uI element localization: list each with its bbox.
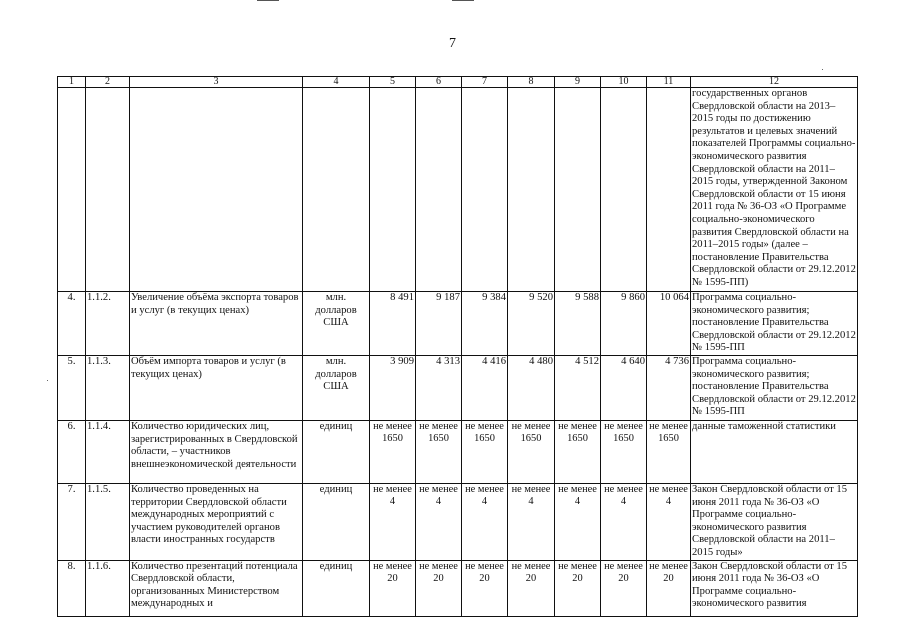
value-cell: не менее 1650	[508, 420, 555, 483]
value-cell: не менее 20	[601, 560, 647, 616]
value-cell: не менее 1650	[647, 420, 691, 483]
value-cell: не менее 20	[647, 560, 691, 616]
value-cell: не менее 20	[370, 560, 416, 616]
indicator-name: Объём импорта товаров и услуг (в текущих ценах)	[130, 355, 303, 420]
column-number: 2	[86, 77, 130, 88]
source-cell: Закон Свердловской области от 15 июня 2011 года № 36-ОЗ «О Программе социально-экономического развития	[691, 560, 858, 616]
indicator-name: Количество презентаций потенциала Свердловской области, организованных Министерством международных и	[130, 560, 303, 616]
row-number: 4.	[58, 292, 86, 356]
row-number: 7.	[58, 483, 86, 560]
scan-speck	[47, 380, 48, 381]
value-cell: 4 640	[601, 355, 647, 420]
value-cell: не менее 20	[555, 560, 601, 616]
source-cell: данные таможенной статистики	[691, 420, 858, 483]
value-cell: не менее 4	[555, 483, 601, 560]
table-row	[58, 292, 858, 356]
value-cell: не менее 20	[508, 560, 555, 616]
column-number: 10	[601, 77, 647, 88]
value-cell: 8 491	[370, 292, 416, 356]
value-cell: не менее 4	[370, 483, 416, 560]
value-cell: не менее 20	[416, 560, 462, 616]
value-cell: не менее 1650	[601, 420, 647, 483]
column-number: 9	[555, 77, 601, 88]
value-cell: 3 909	[370, 355, 416, 420]
column-number-row	[58, 77, 858, 88]
unit-cell: единиц	[303, 420, 370, 483]
source-cell: государственных органов Свердловской области на 2013–2015 годы по достижению результатов и целевых значений показателей Программы социально-экономического развития Свердловской области на 2011–2015 годы, утвержденной Законом Свердловской области от 15 июня 2011 года № 36-ОЗ «О Программе социально-экономического развития Свердловской области на 2011–2015 годы» (далее – постановление Правительства Свердловской области от 29.12.2012 № 1595-ПП)	[691, 88, 858, 292]
value-cell: не менее 20	[462, 560, 508, 616]
value-cell: 9 384	[462, 292, 508, 356]
value-cell: не менее 4	[416, 483, 462, 560]
table-row	[58, 420, 858, 483]
value-cell: не менее 4	[508, 483, 555, 560]
indicator-name: Увеличение объёма экспорта товаров и услуг (в текущих ценах)	[130, 292, 303, 356]
row-code: 1.1.2.	[86, 292, 130, 356]
row-number: 5.	[58, 355, 86, 420]
value-cell: 9 520	[508, 292, 555, 356]
column-number: 12	[691, 77, 858, 88]
row-code: 1.1.3.	[86, 355, 130, 420]
indicators-table	[57, 76, 858, 617]
column-number: 3	[130, 77, 303, 88]
scan-speck	[822, 69, 823, 70]
value-cell: не менее 1650	[555, 420, 601, 483]
table-row-continuation	[58, 88, 858, 292]
value-cell: 4 736	[647, 355, 691, 420]
page-number: 7	[449, 36, 456, 51]
row-number: 6.	[58, 420, 86, 483]
scan-artifact	[452, 0, 474, 1]
value-cell: 9 187	[416, 292, 462, 356]
scan-artifact	[257, 0, 279, 1]
value-cell: не менее 1650	[370, 420, 416, 483]
value-cell: 9 588	[555, 292, 601, 356]
table-row	[58, 560, 858, 616]
unit-cell: единиц	[303, 560, 370, 616]
unit-cell: млн. долларов США	[303, 292, 370, 356]
column-number: 8	[508, 77, 555, 88]
indicator-name: Количество юридических лиц, зарегистрированных в Свердловской области, – участников внешнеэкономической деятельности	[130, 420, 303, 483]
value-cell: 4 313	[416, 355, 462, 420]
unit-cell: млн. долларов США	[303, 355, 370, 420]
column-number: 7	[462, 77, 508, 88]
indicator-name: Количество проведенных на территории Свердловской области международных мероприятий с участием руководителей органов власти иностранных государств	[130, 483, 303, 560]
value-cell: не менее 4	[647, 483, 691, 560]
row-number: 8.	[58, 560, 86, 616]
table-row	[58, 355, 858, 420]
column-number: 6	[416, 77, 462, 88]
source-cell: Программа социально-экономического развития; постановление Правительства Свердловской области от 29.12.2012 № 1595-ПП	[691, 292, 858, 356]
column-number: 5	[370, 77, 416, 88]
value-cell: 4 512	[555, 355, 601, 420]
value-cell: 9 860	[601, 292, 647, 356]
value-cell: не менее 4	[601, 483, 647, 560]
value-cell: 4 416	[462, 355, 508, 420]
unit-cell: единиц	[303, 483, 370, 560]
row-code: 1.1.6.	[86, 560, 130, 616]
source-cell: Программа социально-экономического развития; постановление Правительства Свердловской области от 29.12.2012 № 1595-ПП	[691, 355, 858, 420]
row-code: 1.1.5.	[86, 483, 130, 560]
source-cell: Закон Свердловской области от 15 июня 2011 года № 36-ОЗ «О Программе социально-экономического развития Свердловской области на 2011–2015 годы»	[691, 483, 858, 560]
table-row	[58, 483, 858, 560]
value-cell: не менее 1650	[416, 420, 462, 483]
column-number: 1	[58, 77, 86, 88]
value-cell: не менее 4	[462, 483, 508, 560]
row-code: 1.1.4.	[86, 420, 130, 483]
column-number: 4	[303, 77, 370, 88]
value-cell: не менее 1650	[462, 420, 508, 483]
column-number: 11	[647, 77, 691, 88]
value-cell: 4 480	[508, 355, 555, 420]
value-cell: 10 064	[647, 292, 691, 356]
